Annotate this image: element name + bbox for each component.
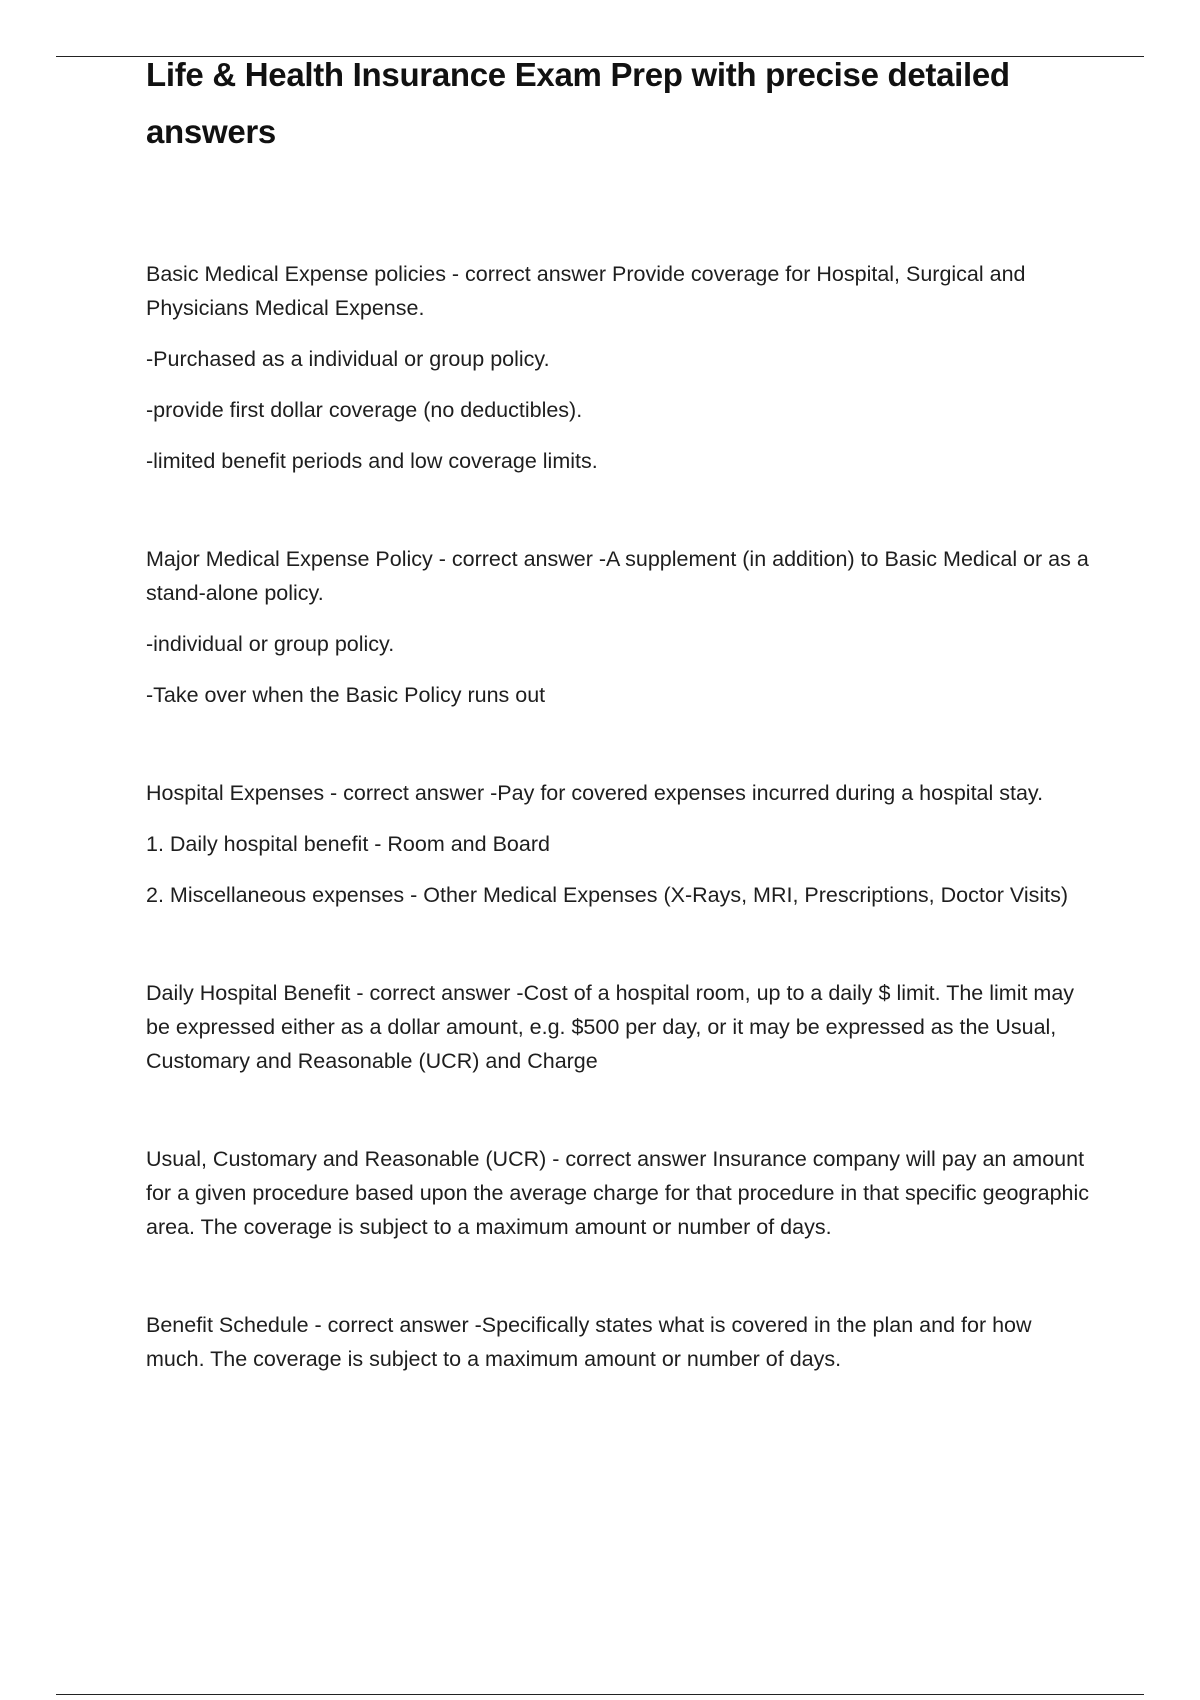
qa-line: 2. Miscellaneous expenses - Other Medical Expenses (X-Rays, MRI, Prescriptions, Doctor Visits) [146,883,1069,907]
qa-line: Daily Hospital Benefit - correct answer -Cost of a hospital room, up to a daily $ limit. The limit may be expressed either as a dollar amount, e.g. $500 per day, or it may be expressed as the Usual, Customary and Reasonable (UCR) and Charge [146,981,1075,1073]
qa-list [146,257,1096,1376]
qa-line: -Take over when the Basic Policy runs out [146,683,546,707]
document-title: Life & Health Insurance Exam Prep with precise detailed answers [146,56,1010,150]
document-body [146,46,1096,1376]
qa-line: Major Medical Expense Policy - correct answer -A supplement (in addition) to Basic Medical or as a stand-alone policy. [146,547,1089,605]
qa-line: Hospital Expenses - correct answer -Pay for covered expenses incurred during a hospital stay. [146,781,1044,805]
qa-entry-basic-medical [146,257,1096,478]
qa-line: -provide first dollar coverage (no deductibles). [146,398,583,422]
qa-entry-major-medical [146,542,1096,712]
qa-line: Basic Medical Expense policies - correct answer Provide coverage for Hospital, Surgical and Physicians Medical Expense. [146,262,1026,320]
qa-line: 1. Daily hospital benefit - Room and Board [146,832,550,856]
qa-entry-daily-hospital-benefit [146,976,1096,1078]
qa-line: Usual, Customary and Reasonable (UCR) - correct answer Insurance company will pay an amount for a given procedure based upon the average charge for that procedure in that specific geographic area. The coverage is subject to a maximum amount or number of days. [146,1147,1090,1239]
qa-entry-benefit-schedule [146,1308,1096,1376]
qa-entry-hospital-expenses [146,776,1096,912]
qa-line: Benefit Schedule - correct answer -Specifically states what is covered in the plan and for how much. The coverage is subject to a maximum amount or number of days. [146,1313,1032,1371]
qa-line: -individual or group policy. [146,632,395,656]
qa-line: -limited benefit periods and low coverage limits. [146,449,598,473]
qa-entry-ucr [146,1142,1096,1244]
qa-line: -Purchased as a individual or group policy. [146,347,550,371]
footer-rule [56,1694,1144,1695]
